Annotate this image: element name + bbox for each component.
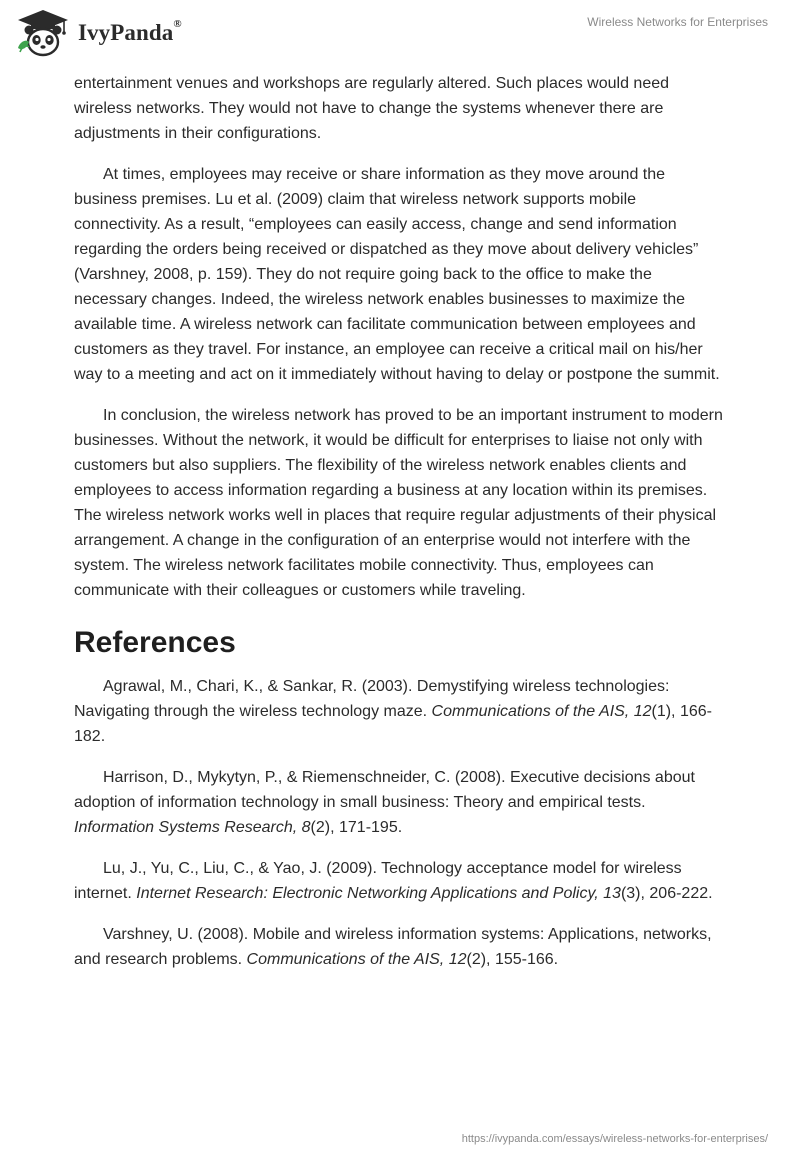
source-url[interactable]: https://ivypanda.com/essays/wireless-networks-for-enterprises/ — [461, 1133, 768, 1145]
page-header — [0, 0, 800, 70]
ivypanda-logo[interactable] — [14, 8, 182, 58]
paragraph-conclusion: In conclusion, the wireless network has proved to be an important instrument to modern businesses. Without the network, it would be difficult for enterprises to liaise not only with customers but also suppliers. The flexibility of the wireless network enables clients and employees to access information regarding a business at any location within its premises. The wireless network works well in places that require regular adjustments of their physical arrangement. A change in the configuration of an enterprise would not interfere with the system. The wireless network facilitates mobile connectivity. Thus, employees can communicate with their colleagues or customers while traveling. — [74, 407, 723, 599]
essay-content — [74, 71, 726, 988]
reference-item: Agrawal, M., Chari, K., & Sankar, R. (2003). Demystifying wireless technologies: Navigating through the wireless technology maze. Communications of the AIS, 12(1), 166-182. — [74, 678, 712, 745]
reference-item: Lu, J., Yu, C., Liu, C., & Yao, J. (2009). Technology acceptance model for wireless internet. Internet Research: Electronic Networking Applications and Policy, 13(3), 206-222. — [74, 860, 713, 902]
document-title: Wireless Networks for Enterprises — [587, 15, 768, 29]
references-heading: References — [74, 626, 236, 659]
reference-item: Harrison, D., Mykytyn, P., & Riemenschneider, C. (2008). Executive decisions about adoption of information technology in small business: Theory and empirical tests. Information Systems Research, 8(2), 171-195. — [74, 769, 695, 836]
reference-item: Varshney, U. (2008). Mobile and wireless information systems: Applications, networks, and research problems. Communications of the AIS, 12(2), 155-166. — [74, 926, 712, 968]
paragraph-mobile-connectivity: At times, employees may receive or share information as they move around the business premises. Lu et al. (2009) claim that wireless network supports mobile connectivity. As a result, “employees can easily access, change and send information regarding the orders being received or dispatched as they move about delivery vehicles” (Varshney, 2008, p. 159). They do not require going back to the office to make the necessary changes. Indeed, the wireless network enables businesses to maximize the available time. A wireless network can facilitate communication between employees and customers as they travel. For instance, an employee can receive a critical mail on his/her way to a meeting and act on it immediately without having to delay or postpone the summit. — [74, 166, 720, 383]
brand-name: IvyPanda® — [78, 18, 182, 45]
paragraph-continuation: entertainment venues and workshops are regularly altered. Such places would need wireless networks. They would not have to change the systems whenever there are adjustments in their configurations. — [74, 75, 670, 142]
panda-graduation-icon — [14, 8, 72, 58]
